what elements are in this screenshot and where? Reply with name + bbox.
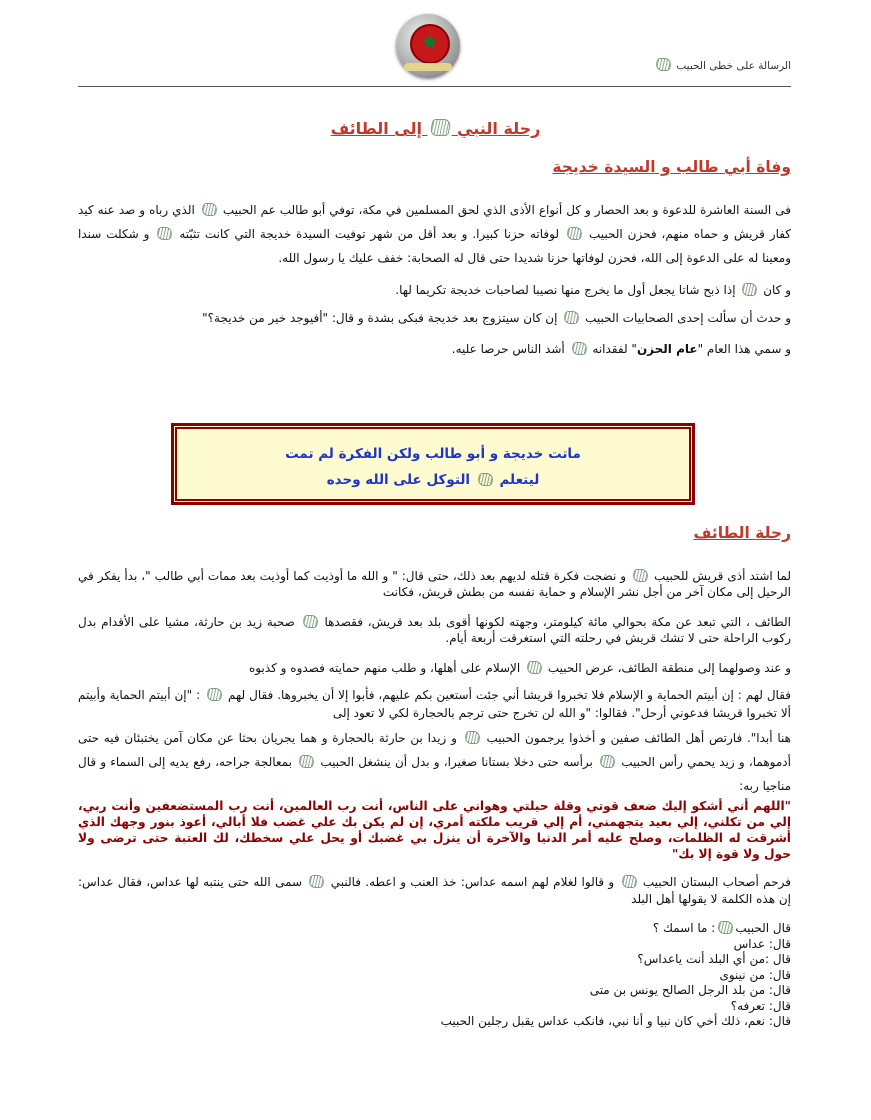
- saw-calligraphy-icon: [298, 754, 314, 768]
- saw-calligraphy-icon: [655, 57, 671, 71]
- paragraph: فى السنة العاشرة للدعوة و بعد الحصار و كل أنواع الأذى الذي لحق المسلمين في مكة، توفي أبو طالب عم الحبيب الذي رباه و صد عنه كيد كفار قريش و حماه منهم، فحزن الحبيب لوفاته حزنا كبيرا. و بعد أقل من شهر توفيت السيدة خديجة التي كانت تثبّته و شكلت سندا ومعينا له على الدعوة إلى الله، فحزن لوفاتها حزنا شديدا حتى قال له الصحابة: خفف عليك يا رسول الله.: [78, 203, 792, 265]
- saw-calligraphy-icon: [156, 226, 172, 240]
- paragraph: هنا أبدا". فارتص أهل الطائف صفين و أخذوا يرجمون الحبيب و زيدا بن حارثة بالحجارة و هما يجريان بحثا عن مكان آمن يختبئان فيه حتى أدموهما، و زيد يحمي رأس الحبيب برأسه حتى دخلا بستانا صغيرا، و بدل أن ينشغل الحبيب بمعالجة جراحه، رفع يديه إلى السماء و قال مناجيا ربه:: [78, 731, 791, 793]
- list-item: قال :من أي البلد أنت ياعداس؟: [637, 952, 791, 966]
- logo-red-disc: [410, 24, 450, 64]
- list-item: قال: نعم، ذلك أخي كان نبيا و أنا نبي، فانكب عداس يقبل رجلين الحبيب: [440, 1014, 791, 1028]
- section-2-body: [78, 568, 791, 1030]
- section-death-heading-wrap: [78, 158, 791, 176]
- list-item: قال: من بلد الرجل الصالح يونس بن متى: [589, 983, 791, 997]
- emblem-logo-icon: [396, 14, 460, 78]
- running-title-text: الرسالة على خطى الحبيب: [676, 60, 791, 72]
- page-title: [0, 118, 871, 138]
- saw-calligraphy-icon: [526, 660, 542, 674]
- saw-calligraphy-icon: [308, 874, 324, 888]
- list-item: قال: من نينوى: [719, 967, 791, 982]
- paragraph: فقال لهم : إن أبيتم الحماية و الإسلام فلا تخبروا قريشا أني جئت أستعين بكم عليهم، فأبوا إلا أن يخبروها. فقال لهم : "إن أبيتم الحماية وأبيتم ألا تخبروا قريشا فدعوني أرحل". فقالوا: "و الله لن تخرج حتى ترجم بالحجارة لكي لا تعود إلى: [78, 688, 792, 720]
- paragraph: و عند وصولهما إلى منطقة الطائف، عرض الحبيب الإسلام على أهلها، و طلب منهم حمايته فصدوه و كذبوه: [249, 661, 791, 675]
- section-heading-2: رحلة الطائف: [693, 524, 791, 542]
- paragraph: لما اشتد أذى قريش للحبيب و نضجت فكرة قتله لديهم بعد ذلك، حتى قال: " و الله ما أوذيت كما أوذيت بعد ممات أبي طالب "، بدأ يفكر في الرحيل إلى مكان آخر من أجل نشر الإسلام و حماية نفسه من بطش قريش، فكانت: [78, 569, 791, 599]
- saw-calligraphy-icon: [201, 202, 217, 216]
- paragraph: و كان إذا ذبح شاتا يجعل أول ما يخرج منها نصيبا لصاحبات خديجة تكريما لها.: [395, 283, 791, 297]
- paragraph: فرحم أصحاب البستان الحبيب و قالوا لغلام لهم اسمه عداس: خذ العنب و اعطه. فالنبي سمى الله حتى ينتبه لها عداس، فقال عداس: إن هذه الكلمة لا يقولها أهل البلد: [78, 875, 791, 906]
- saw-calligraphy-icon: [430, 118, 450, 136]
- saw-calligraphy-icon: [563, 310, 579, 324]
- prayer-text: "اللهم أني أشكو إليك ضعف قوتي وقلة حيلتي وهواني على الناس، أنت رب العالمين، أنت رب المستضعفين وأنت ربي، إلي من تكلني، إلي بعيد يتجهمني، أم إلي قريب ملكته أمري، إن لم يكن بك علي غضب فلا أبالي، أعوذ بنور وجهك الذي أشرقت له الظلمات، وصلح عليه أمر الدنيا والآخرة أن ينزل بي غضبك أو يحل علي سخطك، لك العتبة حتى ترضى ولا حول ولا قوة إلا بك": [78, 799, 791, 861]
- paragraph: و سمي هذا العام "عام الحزن" لفقدانه أشد الناس حرصا عليه.: [451, 342, 791, 356]
- saw-calligraphy-icon: [632, 568, 648, 582]
- list-item: قال الحبيب: ما اسمك ؟: [652, 921, 791, 935]
- list-item: قال: تعرفه؟: [730, 998, 791, 1013]
- saw-calligraphy-icon: [717, 920, 733, 934]
- saw-calligraphy-icon: [741, 282, 757, 296]
- section-1-body: [78, 198, 791, 361]
- saw-calligraphy-icon: [464, 730, 480, 744]
- dialog-list: [78, 920, 791, 1030]
- year-of-sorrow: عام الحزن: [636, 342, 698, 356]
- section-taif-heading-wrap: [78, 524, 791, 542]
- logo-arc: [404, 63, 452, 71]
- section-heading-1: وفاة أبي طالب و السيدة خديجة: [552, 158, 791, 176]
- saw-calligraphy-icon: [599, 754, 615, 768]
- paragraph: و حدث أن سألت إحدى الصحابيات الحبيب إن كان سيتزوج بعد خديجة فبكى بشدة و قال: "أفيوجد خير من خديجة؟": [202, 311, 791, 325]
- saw-calligraphy-icon: [566, 226, 582, 240]
- title-part-1: رحلة النبي: [457, 119, 541, 138]
- saw-calligraphy-icon: [571, 341, 587, 355]
- quote-line-2: ليتعلم التوكل على الله وحده: [326, 472, 540, 488]
- saw-calligraphy-icon: [206, 687, 222, 701]
- quote-line-1: ماتت خديجة و أبو طالب ولكن الفكرة لم تمت: [285, 446, 581, 462]
- saw-calligraphy-icon: [621, 874, 637, 888]
- running-title: [653, 57, 791, 72]
- paragraph: الطائف ، التي تبعد عن مكة بحوالي مائة كيلومتر، وجهته لكونها أقوى بلد بعد قريش، فقصدها صحبة زيد بن حارثة، مشيا على الأقدام بدل ركوب الراحلة حتى لا تشك قريش في رحلته التي استغرقت أربعة أيام.: [78, 615, 791, 645]
- page-header: [0, 0, 871, 100]
- header-divider: [78, 86, 791, 87]
- saw-calligraphy-icon: [302, 614, 318, 628]
- list-item: قال: عداس: [733, 936, 791, 951]
- star-icon: ★: [420, 30, 440, 55]
- title-part-2: إلى الطائف: [330, 119, 422, 138]
- saw-calligraphy-icon: [477, 472, 493, 486]
- quote-box: [172, 424, 694, 504]
